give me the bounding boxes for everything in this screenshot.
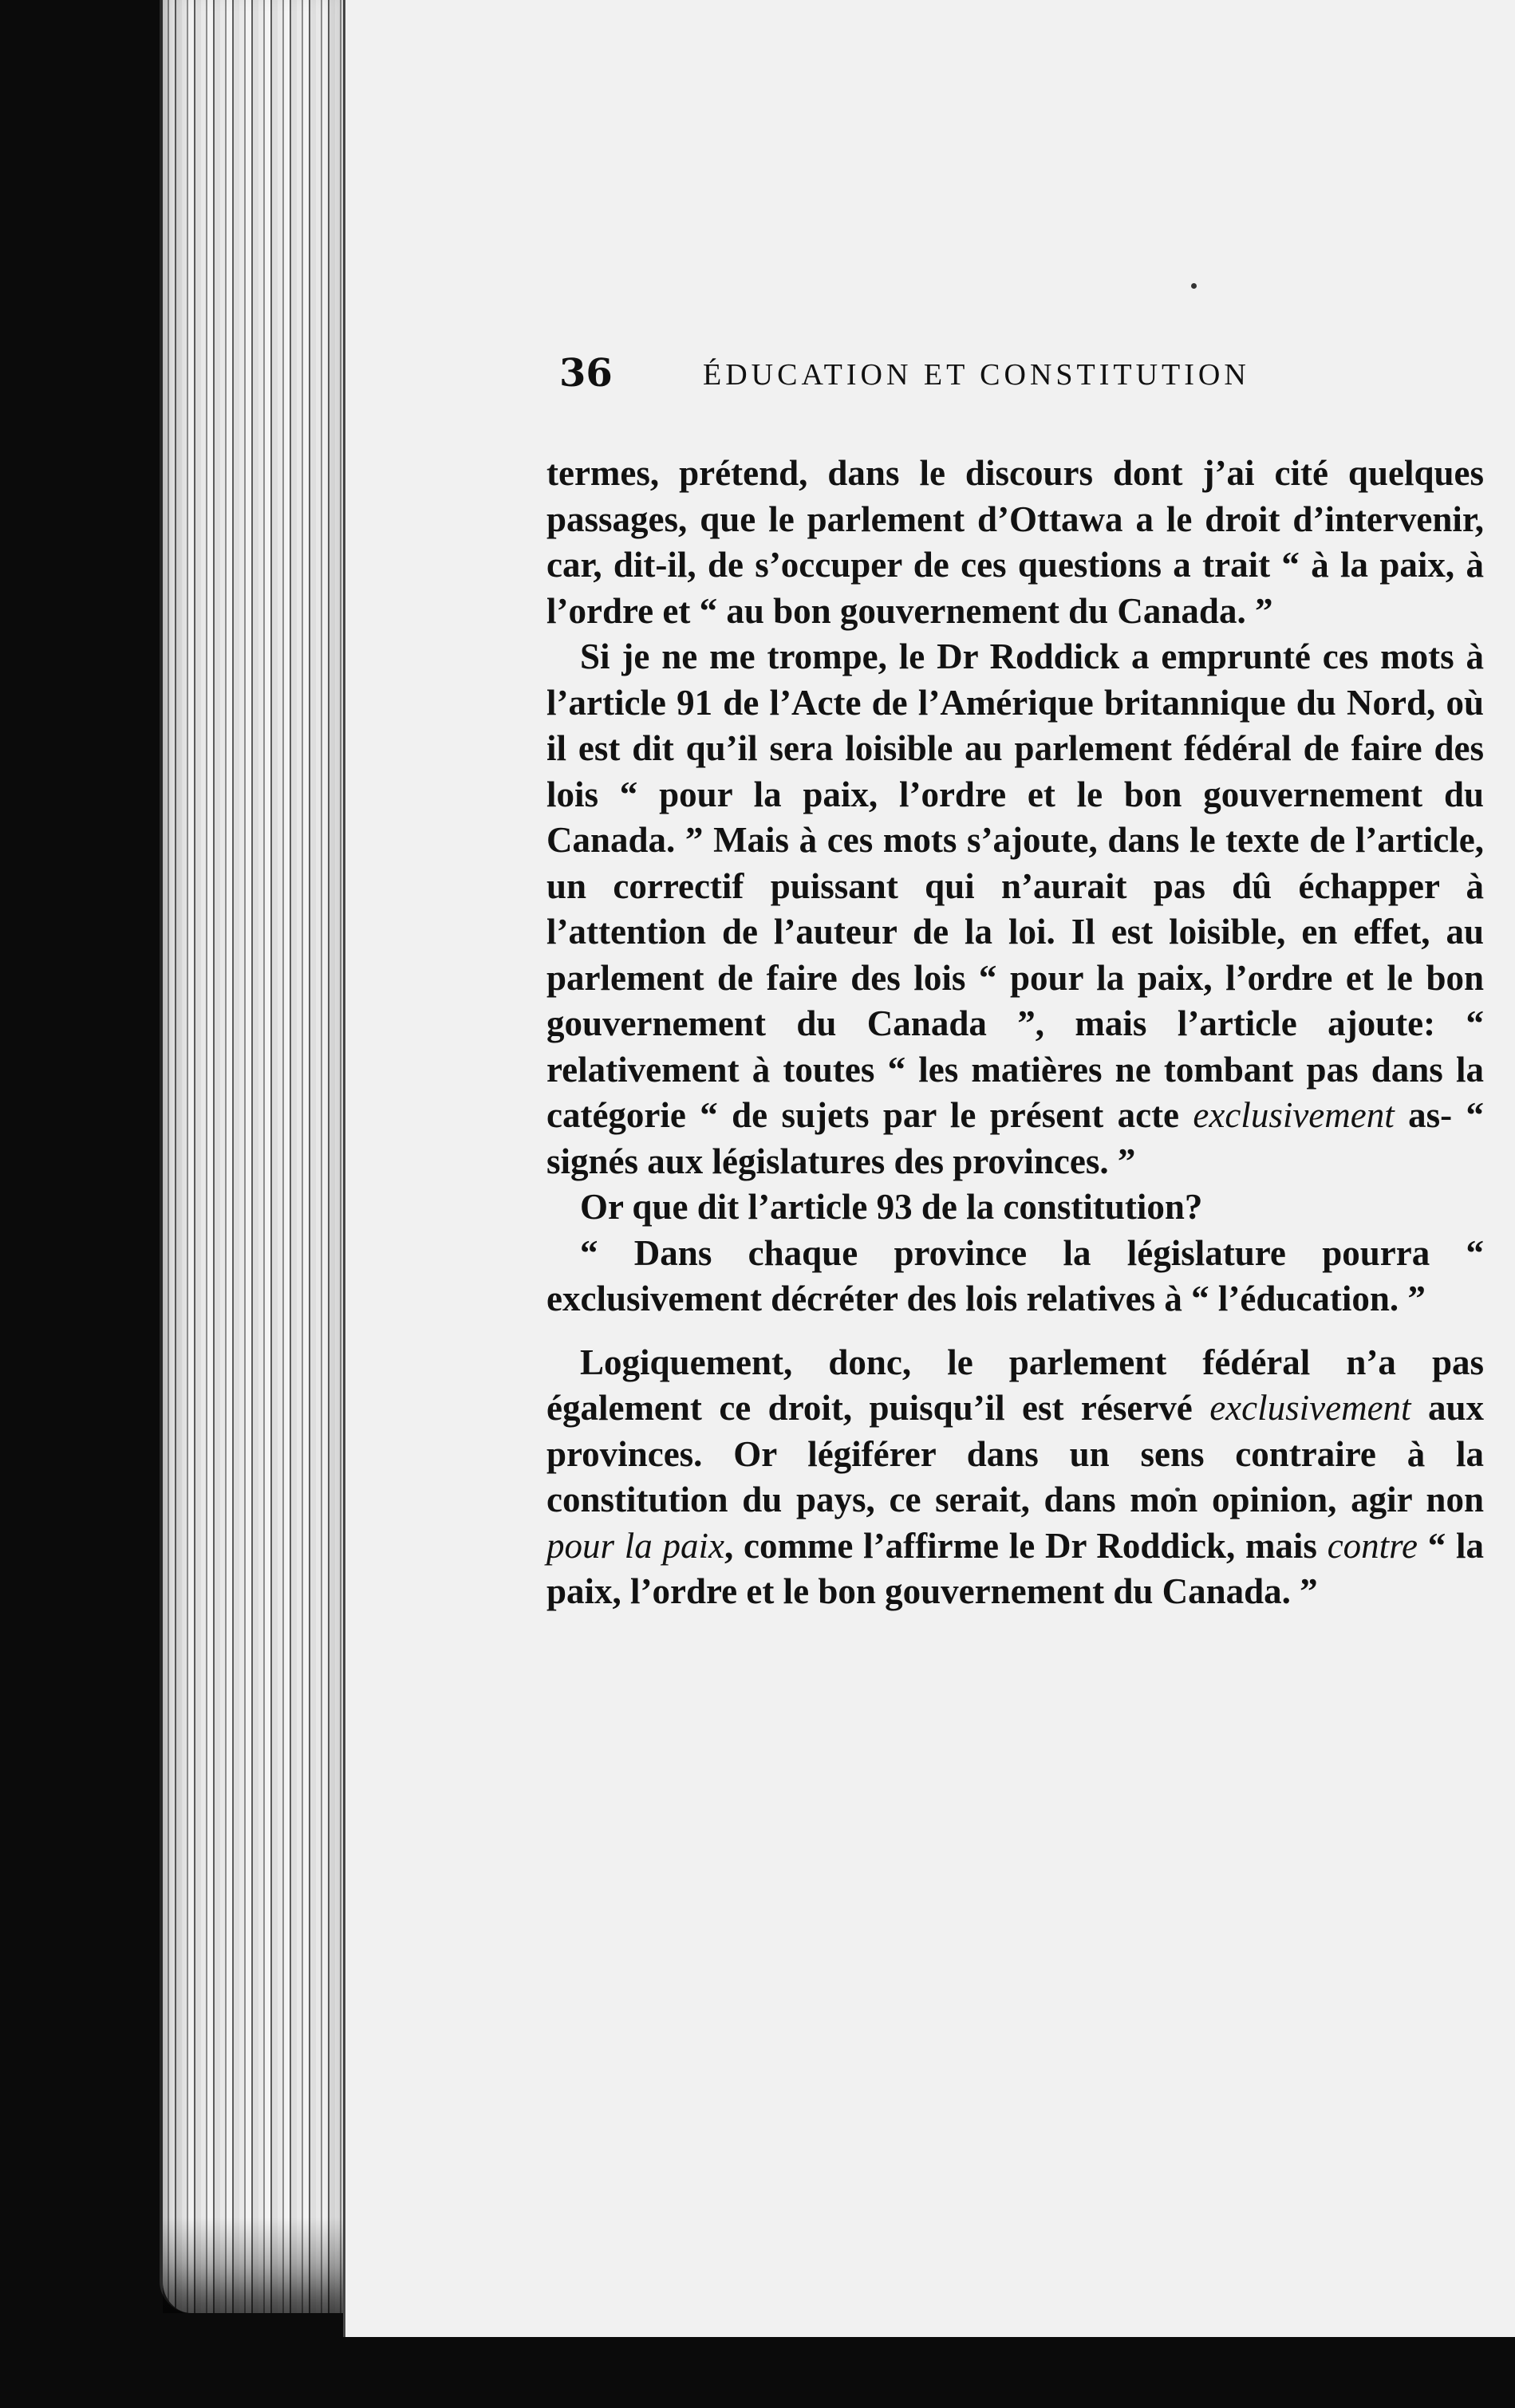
paragraph — [546, 1340, 1484, 1615]
page-header — [559, 351, 1493, 407]
paragraph-text: “ Dans chaque province la législature pourra “ exclusivement décréter des lois relatives à “ l’éducation. ” — [546, 1232, 1484, 1318]
dust-speck — [1191, 283, 1197, 289]
paragraph-text: “ la paix, l’ordre et le bon gouvernement du Canada. ” — [546, 1525, 1484, 1611]
paragraph-text: , comme l’affirme le Dr Roddick, mais — [724, 1525, 1328, 1566]
book-page-edges — [160, 0, 350, 2313]
page-number: 36 — [559, 351, 613, 396]
paragraph-text: Si je ne me trompe, le Dr Roddick a emprunté ces mots à l’article 91 de l’Acte de l’Amérique britannique du Nord, où il est dit qu’il sera loisible au parlement fédéral de faire des lois “ pour la paix, l’ordre et le bon gouvernement du Canada. ” Mais à ces mots s’ajoute, dans le texte de l’article, un correctif puissant qui n’aurait pas dû échapper à l’attention de l’auteur de la loi. Il est loisible, en effet, au parlement de faire des lois “ pour la paix, l’ordre et le bon gouvernement du Canada ”, mais l’article ajoute: “ relativement à toutes “ les matières ne tombant pas dans la catégorie “ de sujets par le présent acte — [546, 636, 1484, 1135]
book-page — [343, 0, 1515, 2337]
paragraph-text: Or que dit l’article 93 de la constitution? — [580, 1187, 1203, 1227]
running-title: ÉDUCATION ET CONSTITUTION — [703, 358, 1250, 392]
paragraph-text: Logiquement, donc, le parlement fédéral n’a pas également ce droit, puisqu’il est réservé — [546, 1342, 1484, 1428]
paragraph — [546, 1184, 1484, 1231]
italic-text: pour la paix — [546, 1525, 724, 1566]
paragraph — [546, 634, 1484, 1184]
paragraph — [546, 451, 1484, 634]
italic-text: contre — [1327, 1525, 1418, 1566]
italic-text: exclusivement — [1193, 1095, 1395, 1135]
paragraph — [546, 1231, 1484, 1322]
paragraph-text: as- “ signés aux législatures des provinces. ” — [546, 1095, 1484, 1181]
paragraph-text: termes, prétend, dans le discours dont j’ai cité quelques passages, que le parlement d’Ottawa a le droit d’intervenir, car, dit-il, de s’occuper de ces questions a trait “ à la paix, à l’ordre et “ au bon gouvernement du Canada. ” — [546, 453, 1484, 631]
body-text — [546, 451, 1484, 1615]
italic-text: exclusivement — [1209, 1388, 1411, 1428]
paragraph-text: aux provinces. Or légiférer dans un sens contraire à la constitution du pays, ce serait, dans mon opinion, agir non — [546, 1388, 1484, 1519]
